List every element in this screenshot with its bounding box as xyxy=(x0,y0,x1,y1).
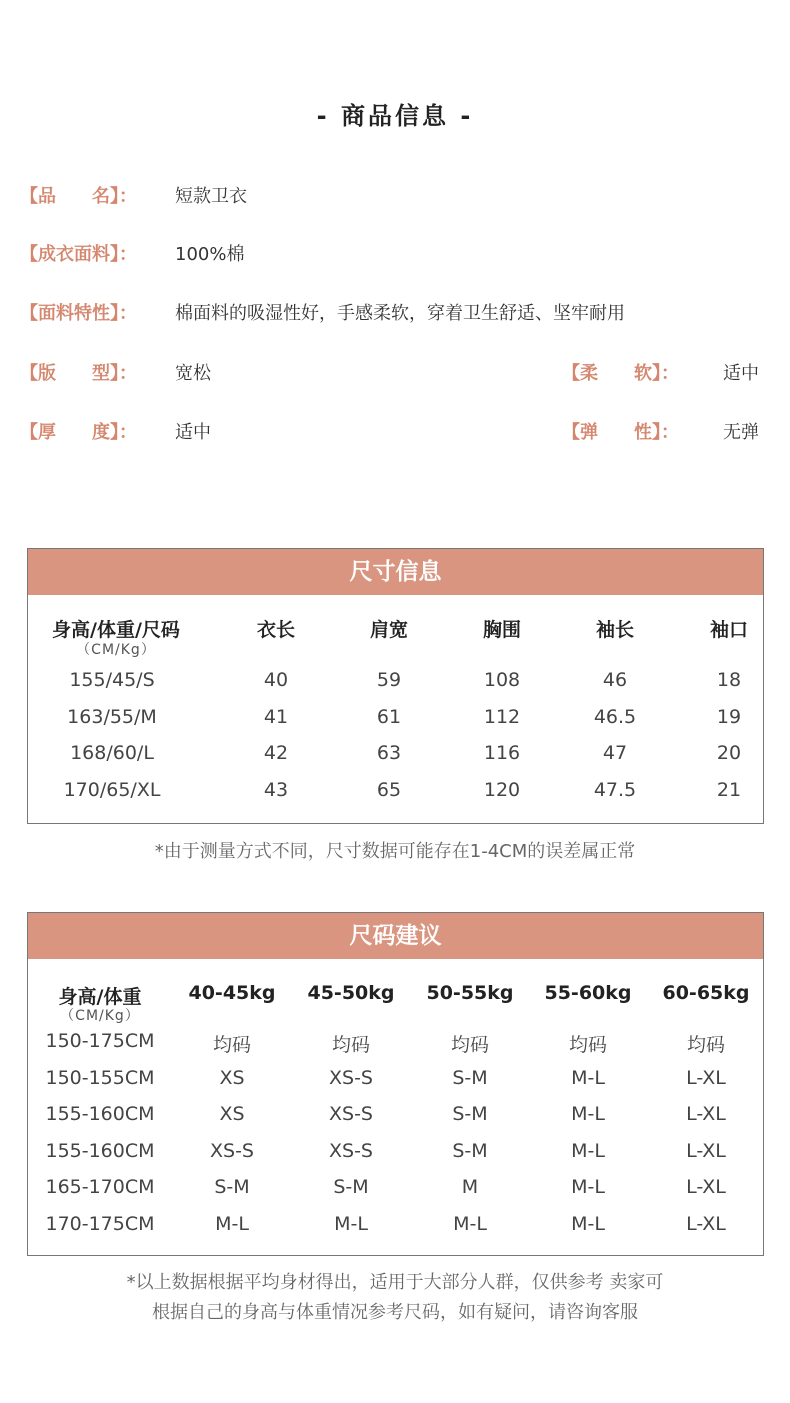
size-table-cell: 116 xyxy=(483,742,521,764)
page-title: - 商品信息 - xyxy=(316,102,474,130)
recommend-table-cell: XS-S xyxy=(210,1139,254,1162)
info-row-feature xyxy=(0,299,790,329)
softness-value: 适中 xyxy=(723,363,759,384)
recommend-header-cell: 50-55kg xyxy=(426,982,514,1004)
recommend-table-cell: XS xyxy=(219,1066,245,1089)
recommend-table-cell: 均码 xyxy=(212,1034,252,1056)
name-label: 【品 名】： xyxy=(20,186,137,207)
size-header-cell: 胸围 xyxy=(482,619,522,641)
recommend-header-cell: 45-50kg xyxy=(307,982,395,1004)
recommend-table-cell: S-M xyxy=(452,1139,488,1162)
softness-label: 【柔 软】： xyxy=(562,363,679,384)
recommend-table-cell: S-M xyxy=(452,1066,488,1089)
info-row-fit xyxy=(0,359,790,389)
size-table-grid xyxy=(28,595,763,824)
size-table-cell: 65 xyxy=(376,778,402,801)
recommend-table-grid xyxy=(28,959,763,1256)
feature-value: 棉面料的吸湿性好，手感柔软，穿着卫生舒适、坚牢耐用 xyxy=(175,303,625,324)
size-table-cell: 120 xyxy=(483,778,521,801)
fabric-label: 【成衣面料】： xyxy=(20,244,137,265)
recommend-header-cell: 40-45kg xyxy=(188,982,276,1004)
recommend-table-cell: M-L xyxy=(334,1212,368,1235)
recommend-table-cell: S-M xyxy=(333,1176,369,1198)
recommend-table-cell: L-XL xyxy=(686,1176,726,1198)
recommend-table-cell: M-L xyxy=(571,1212,605,1235)
recommend-header-sub: （CM/Kg） xyxy=(60,1008,140,1024)
recommend-table-cell: S-M xyxy=(452,1103,488,1125)
recommend-table-cell: M-L xyxy=(571,1103,605,1125)
elastic-label: 【弹 性】： xyxy=(562,422,679,443)
recommend-note-line2: 根据自己的身高与体重情况参考尺码，如有疑问，请咨询客服 xyxy=(152,1302,638,1323)
recommend-table-cell: L-XL xyxy=(686,1139,726,1162)
recommend-table-cell: 均码 xyxy=(686,1034,726,1056)
fit-label: 【版 型】： xyxy=(20,363,137,384)
size-header-cell: 衣长 xyxy=(256,619,296,641)
name-value: 短款卫衣 xyxy=(175,186,247,207)
recommend-table-cell: 165-170CM xyxy=(45,1176,155,1198)
info-row-fabric xyxy=(0,240,790,270)
size-table-cell: 20 xyxy=(716,742,742,764)
size-table-cell: 163/55/M xyxy=(67,705,157,728)
size-note: *由于测量方式不同，尺寸数据可能存在1-4CM的误差属正常 xyxy=(154,841,636,862)
recommend-table-cell: 150-155CM xyxy=(45,1066,155,1089)
elastic-value: 无弹 xyxy=(723,422,759,443)
recommend-table-cell: XS-S xyxy=(329,1066,373,1089)
recommend-table-cell: XS xyxy=(219,1103,245,1125)
recommend-table-title: 尺码建议 xyxy=(28,913,763,959)
size-table xyxy=(27,548,764,824)
thickness-label: 【厚 度】： xyxy=(20,422,137,443)
size-header-cell: 袖口 xyxy=(709,619,749,641)
size-table-cell: 40 xyxy=(263,669,289,691)
size-header-cell: 肩宽 xyxy=(369,619,409,641)
size-table-title: 尺寸信息 xyxy=(28,549,763,595)
feature-label: 【面料特性】： xyxy=(20,303,137,324)
size-table-cell: 19 xyxy=(716,705,742,728)
recommend-table-cell: L-XL xyxy=(686,1212,726,1235)
recommend-table-cell: M-L xyxy=(215,1212,249,1235)
size-table-cell: 61 xyxy=(376,705,402,728)
recommend-table-cell: M-L xyxy=(571,1176,605,1198)
recommend-table-cell: 155-160CM xyxy=(45,1139,155,1162)
recommend-header-cell: 60-65kg xyxy=(662,982,750,1004)
recommend-table-cell: L-XL xyxy=(686,1066,726,1089)
info-row-name xyxy=(0,182,790,212)
recommend-table-cell: L-XL xyxy=(686,1103,726,1125)
recommend-header-cell: 身高/体重 xyxy=(58,986,142,1008)
recommend-table-cell: M-L xyxy=(571,1066,605,1089)
fabric-value: 100%棉 xyxy=(175,244,245,265)
size-header-cell: 身高/体重/尺码 xyxy=(52,619,180,641)
recommend-table-cell: 均码 xyxy=(331,1034,371,1056)
size-table-cell: 108 xyxy=(483,669,521,691)
recommend-table-cell: 均码 xyxy=(450,1034,490,1056)
recommend-table-cell: M-L xyxy=(453,1212,487,1235)
recommend-table-cell: XS-S xyxy=(329,1103,373,1125)
size-table-cell: 46 xyxy=(602,669,628,691)
size-table-cell: 59 xyxy=(376,669,402,691)
recommend-table-cell: 150-175CM xyxy=(45,1030,155,1052)
size-table-cell: 47 xyxy=(602,742,628,764)
size-table-cell: 112 xyxy=(483,705,521,728)
size-table-cell: 155/45/S xyxy=(69,669,155,691)
size-table-cell: 41 xyxy=(263,705,289,728)
recommend-table-cell: M xyxy=(461,1176,479,1198)
size-header-sub: （CM/Kg） xyxy=(76,642,156,658)
recommend-table-cell: 170-175CM xyxy=(45,1212,155,1235)
thickness-value: 适中 xyxy=(175,422,211,443)
size-table-cell: 170/65/XL xyxy=(63,778,161,801)
size-table-cell: 18 xyxy=(716,669,742,691)
recommend-table-cell: 155-160CM xyxy=(45,1103,155,1125)
size-table-cell: 43 xyxy=(263,778,289,801)
size-table-cell: 168/60/L xyxy=(70,742,154,764)
recommend-table-cell: S-M xyxy=(214,1176,250,1198)
recommend-table xyxy=(27,912,764,1256)
recommend-table-cell: 均码 xyxy=(568,1034,608,1056)
size-table-cell: 42 xyxy=(263,742,289,764)
info-row-thickness xyxy=(0,418,790,448)
size-table-cell: 21 xyxy=(716,778,742,801)
recommend-table-cell: M-L xyxy=(571,1139,605,1162)
recommend-header-cell: 55-60kg xyxy=(544,982,632,1004)
recommend-table-cell: XS-S xyxy=(329,1139,373,1162)
size-table-cell: 46.5 xyxy=(593,705,637,728)
recommend-note-line1: *以上数据根据平均身材得出，适用于大部分人群，仅供参考 卖家可 xyxy=(126,1272,664,1293)
size-header-cell: 袖长 xyxy=(595,619,635,641)
size-table-cell: 63 xyxy=(376,742,402,764)
size-table-cell: 47.5 xyxy=(593,778,637,801)
fit-value: 宽松 xyxy=(175,363,211,384)
